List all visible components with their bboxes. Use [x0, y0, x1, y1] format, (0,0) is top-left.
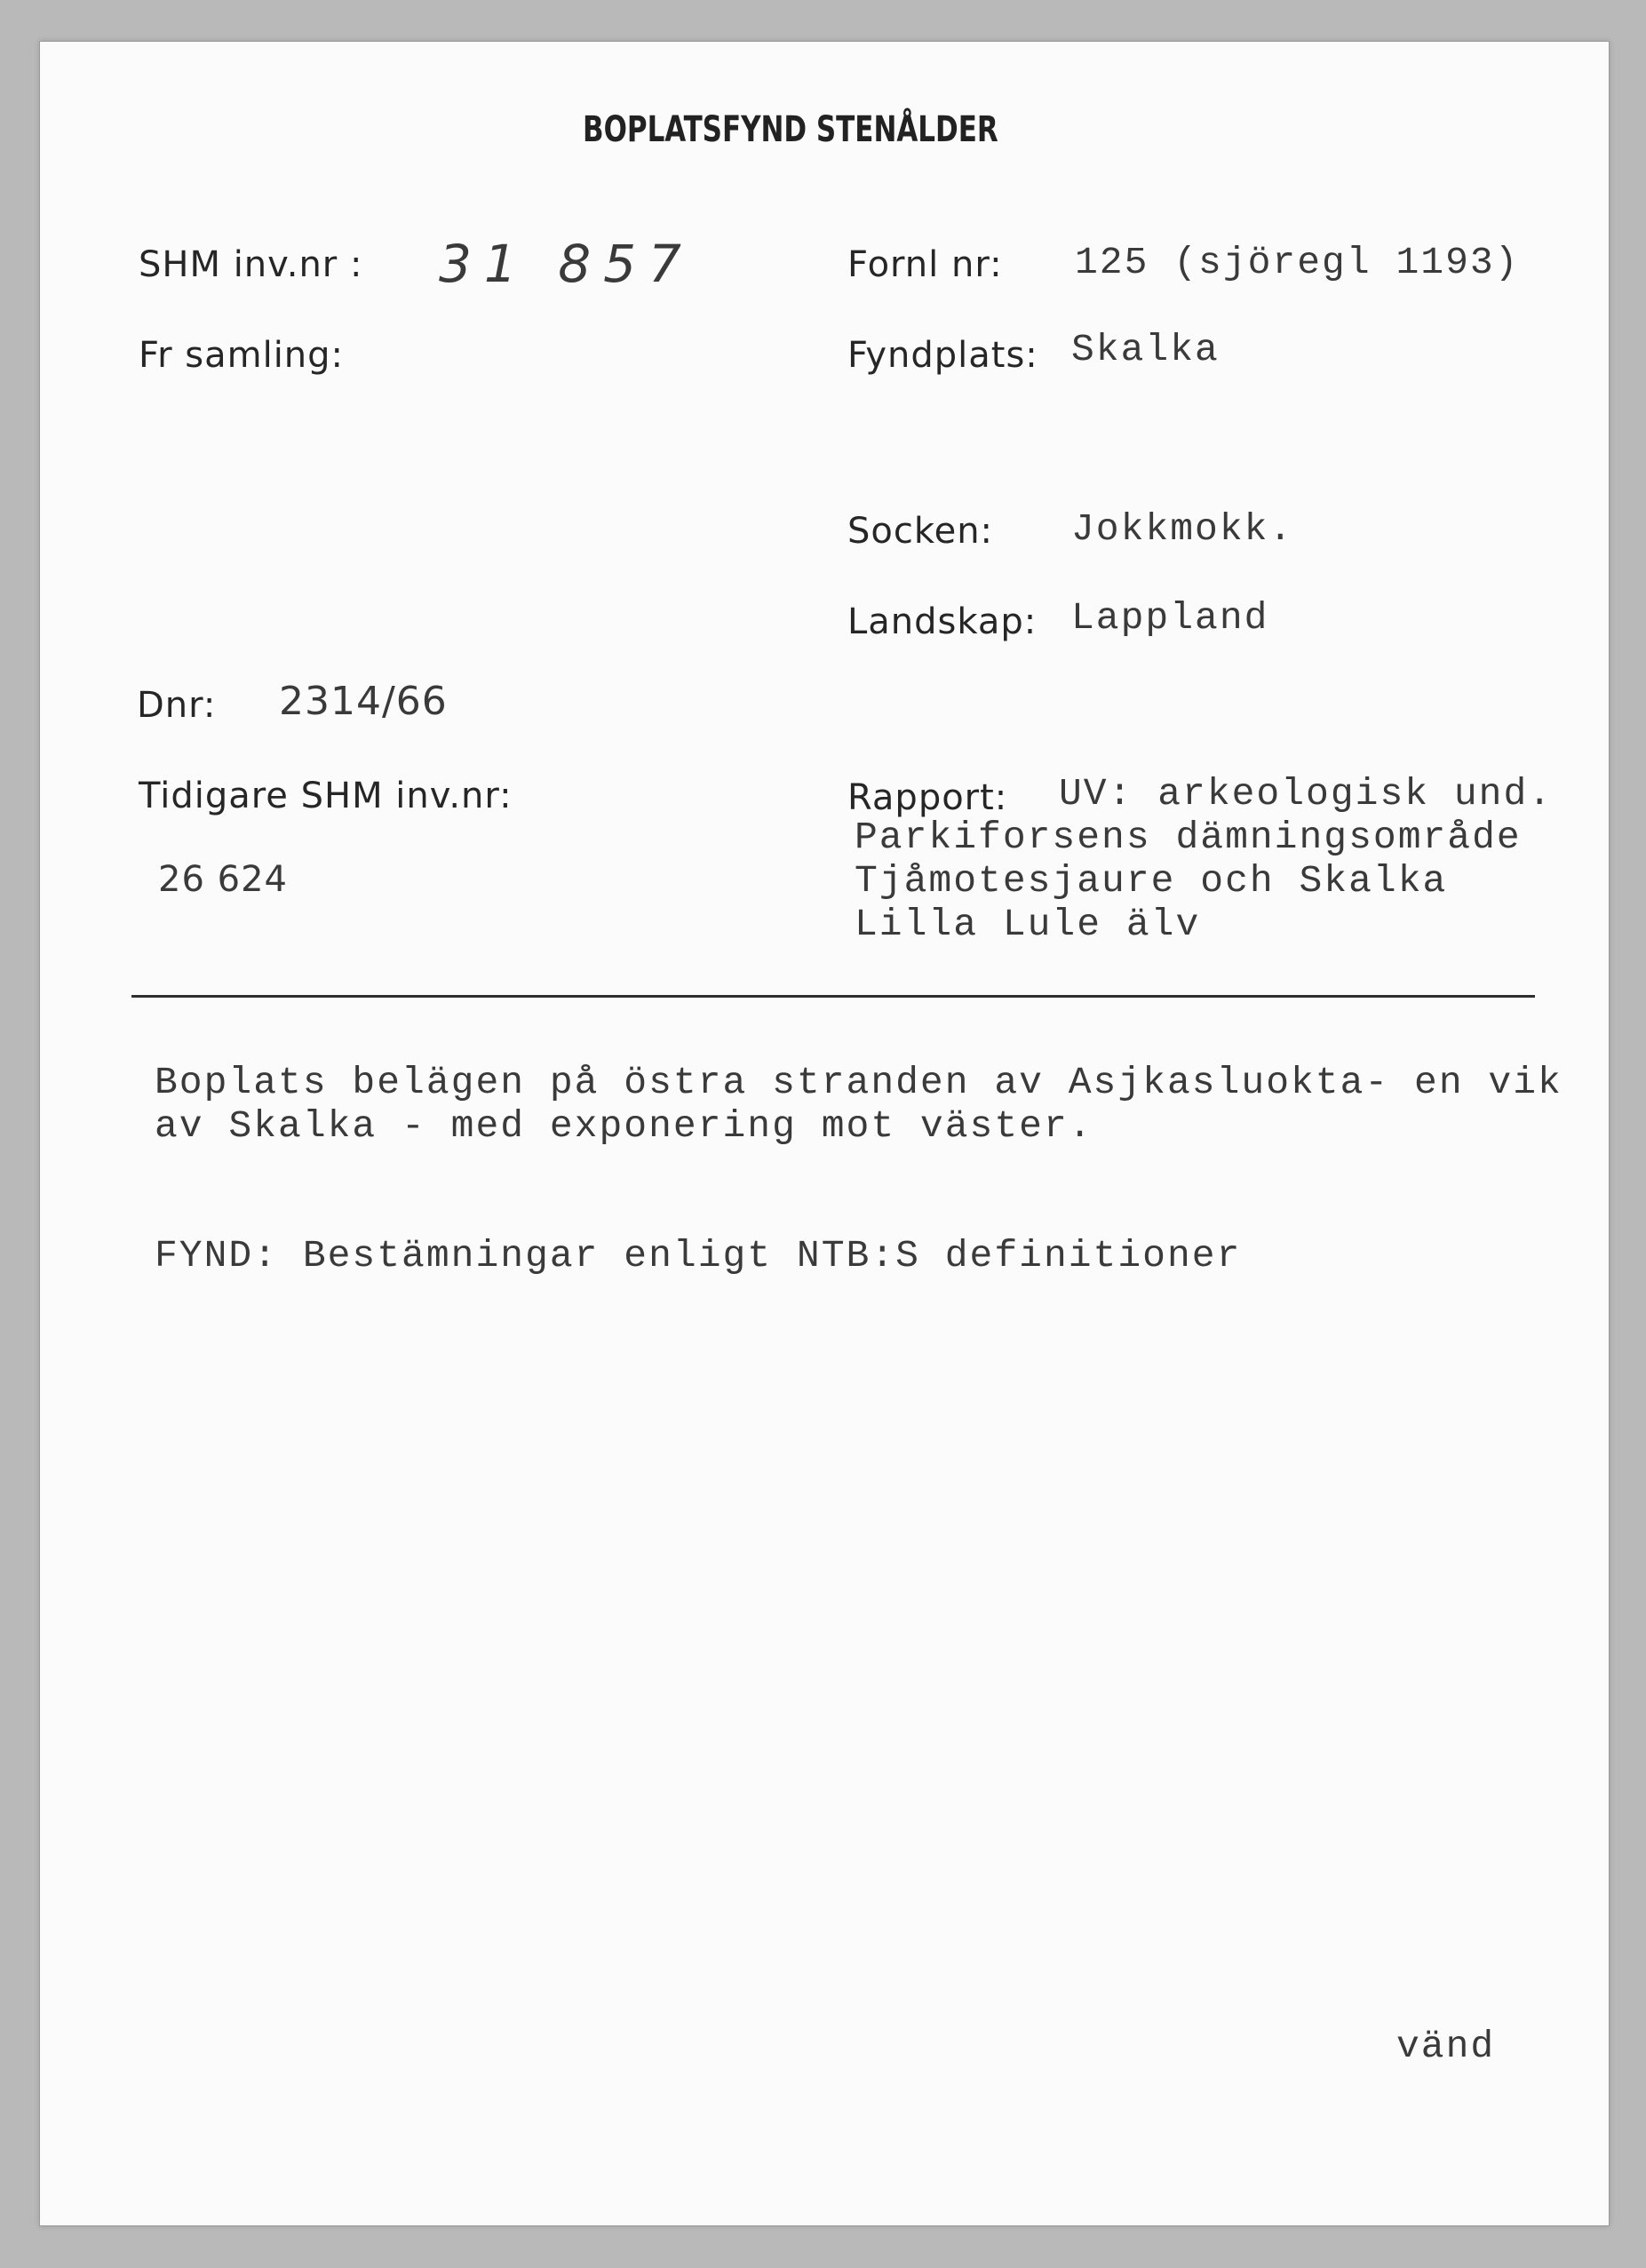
fyndplats-value: Skalka	[1071, 328, 1220, 371]
fynd-note: FYND: Bestämningar enligt NTB:S definitioner	[155, 1234, 1242, 1277]
socken-value: Jokkmokk.	[1071, 507, 1294, 551]
fornl-value: 125 (sjöregl 1193)	[1075, 241, 1520, 284]
catalog-card	[39, 41, 1610, 2226]
shm-inv-value: 31 857	[439, 234, 694, 294]
fr-samling-label: Fr samling:	[139, 335, 345, 376]
card-title: BOPLATSFYND STENÅLDER	[583, 109, 998, 150]
rapport-label: Rapport:	[847, 777, 1008, 818]
dnr-label: Dnr:	[137, 685, 217, 726]
divider-line	[131, 995, 1535, 998]
description-line-1: Boplats belägen på östra stranden av Asjkasluokta- en vik	[155, 1061, 1563, 1104]
rapport-line-2: Parkiforsens dämningsområde	[855, 816, 1522, 859]
rapport-line-1: UV: arkeologisk und.	[1059, 772, 1554, 816]
dnr-value: 2314/66	[279, 679, 448, 724]
description-line-2: av Skalka - med exponering mot väster.	[155, 1104, 1093, 1148]
description	[155, 1061, 1563, 1148]
shm-inv-label: SHM inv.nr :	[139, 244, 363, 285]
rapport-continuation	[855, 816, 1522, 946]
rapport-line-3: Tjåmotesjaure och Skalka	[855, 859, 1448, 903]
fyndplats-label: Fyndplats:	[847, 335, 1038, 376]
landskap-label: Landskap:	[847, 601, 1038, 642]
fornl-label: Fornl nr:	[847, 244, 1003, 285]
landskap-value: Lappland	[1071, 596, 1269, 640]
socken-label: Socken:	[847, 511, 994, 552]
turn-over-note: vänd	[1396, 2025, 1496, 2068]
rapport-line-4: Lilla Lule älv	[855, 903, 1201, 946]
tidigare-label: Tidigare SHM inv.nr:	[139, 776, 513, 816]
tidigare-value: 26 624	[158, 859, 288, 900]
